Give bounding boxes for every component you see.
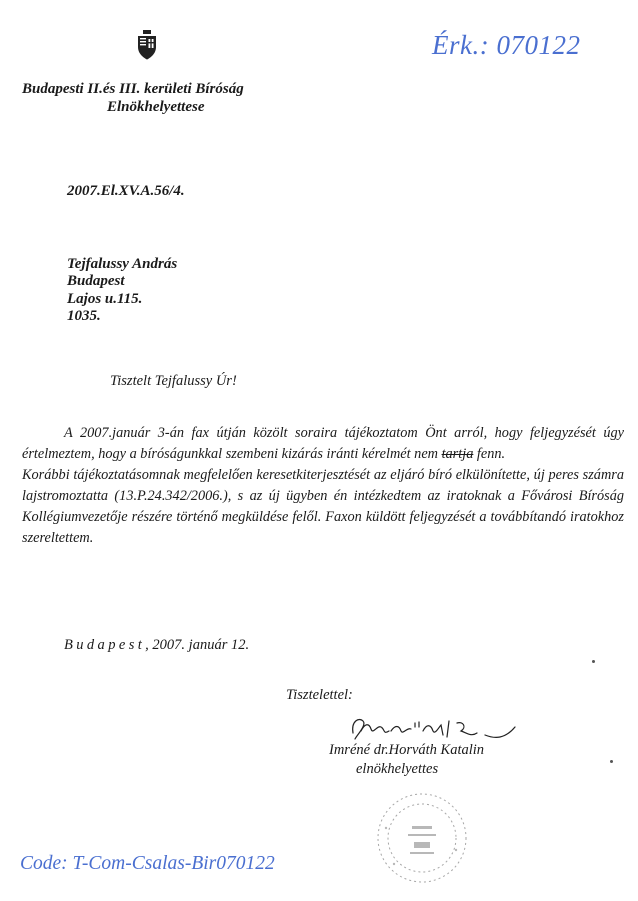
paragraph-2: Korábbi tájékoztatásomnak megfelelően keresetkiterjesztését az eljáró bíró elkülönítette, új peres számra lajstromoztatta (13.P.24.342/2006.), s az új ügyben én intézkedtem az iratoknak a Fővárosi Bíróság Kollégiumvezetője részére történő megküldése felől. Faxon küldött feljegyzését a továbbítandó iratokhoz szereltettem. xyxy=(22,467,624,546)
court-name: Budapesti II.és III. kerületi Bíróság xyxy=(22,81,244,97)
signer-name: Imréné dr.Horváth Katalin xyxy=(329,742,485,758)
recipient-street: Lajos u.115. xyxy=(67,291,143,307)
paragraph-1 xyxy=(22,423,624,465)
scan-speck xyxy=(592,660,595,663)
signer-title: elnökhelyettes xyxy=(356,761,439,777)
footer-code: Code: T-Com-Csalas-Bir070122 xyxy=(20,853,275,874)
handwritten-signature xyxy=(345,713,525,743)
struck-word: tartja xyxy=(441,446,474,462)
recipient-postcode: 1035. xyxy=(67,308,101,324)
recipient-city: Budapest xyxy=(67,273,125,289)
reference-number: 2007.El.XV.A.56/4. xyxy=(67,183,185,199)
place-and-date xyxy=(64,637,249,654)
place: Budapest xyxy=(64,637,146,653)
court-seal-icon xyxy=(372,788,472,888)
date: , 2007. január 12. xyxy=(145,637,250,653)
letter-body xyxy=(22,423,624,549)
paragraph-1-text: A 2007.január 3-án fax útján közölt soraira tájékoztatom Önt arról, hogy feljegyzését úgy értelmeztem, hogy a bíróságunkkal szembeni kizárás iránti kérelmét nem xyxy=(22,425,624,462)
coat-of-arms-icon xyxy=(136,30,158,60)
received-stamp: Érk.: 070122 xyxy=(432,30,581,60)
paragraph-1-end: fenn. xyxy=(473,446,506,462)
recipient-name: Tejfalussy András xyxy=(67,256,178,272)
salutation: Tisztelt Tejfalussy Úr! xyxy=(110,373,237,389)
closing: Tisztelettel: xyxy=(286,687,353,703)
scan-speck xyxy=(610,760,613,763)
court-role: Elnökhelyettese xyxy=(107,99,205,115)
